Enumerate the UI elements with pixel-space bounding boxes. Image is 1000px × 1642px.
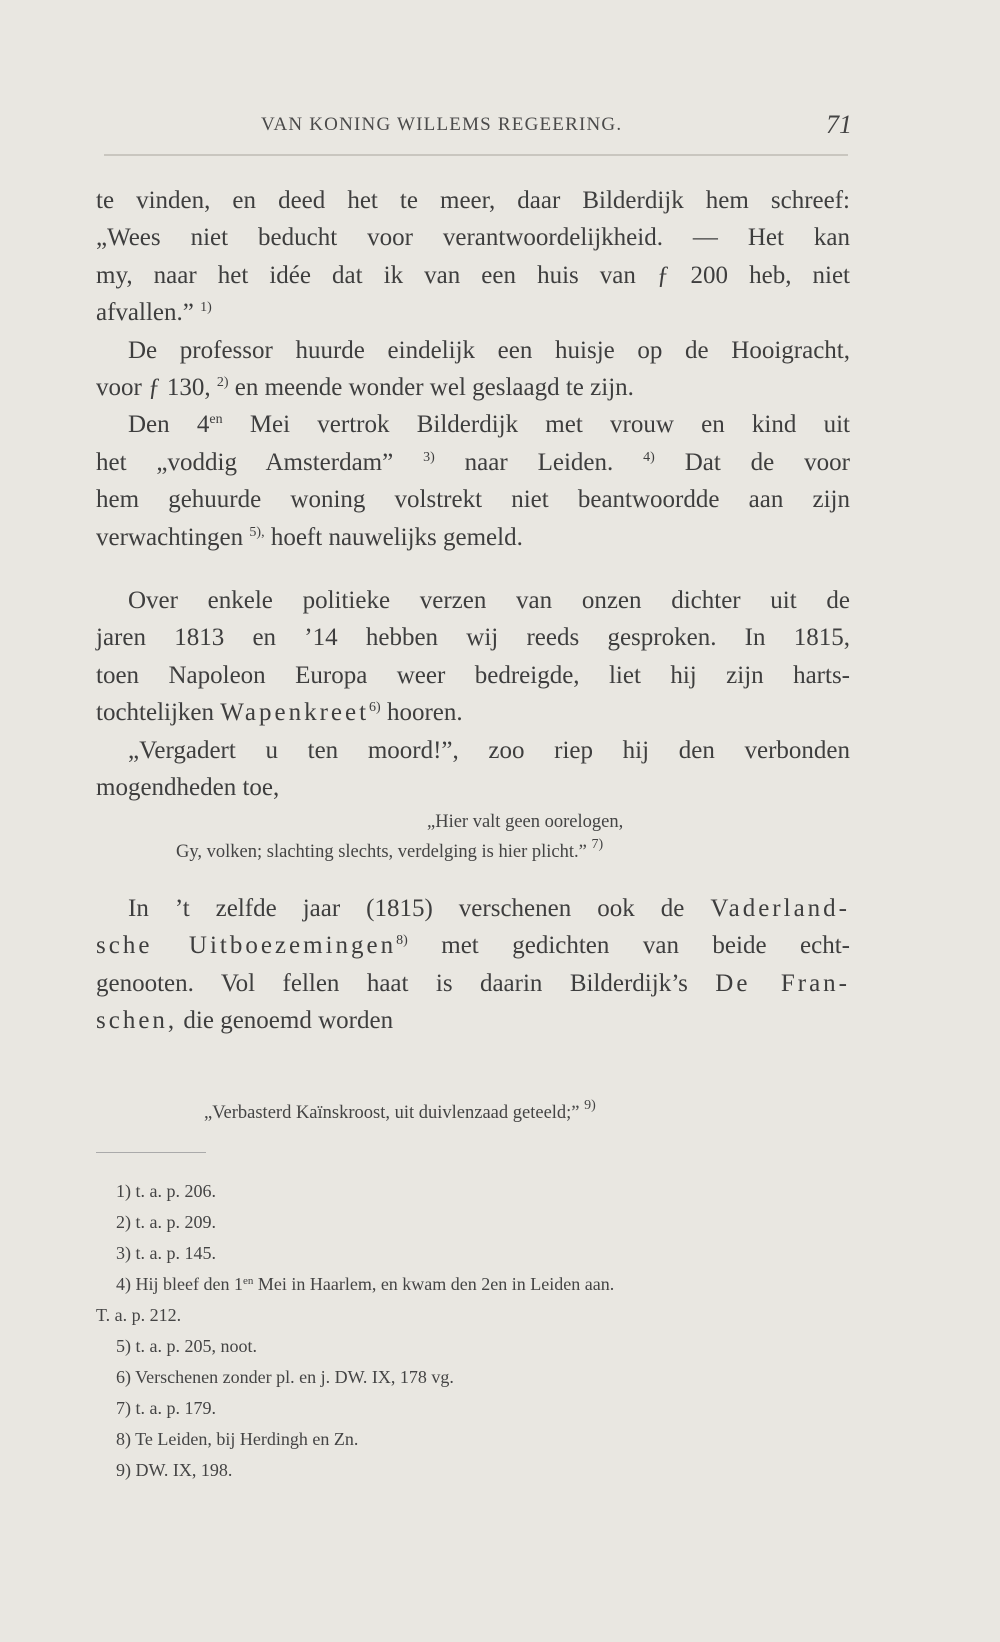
text-segment: hoeft nauwelijks gemeld. xyxy=(270,523,523,551)
footnote-continuation: T. a. p. 212. xyxy=(96,1305,182,1325)
footnote-ref: 6) xyxy=(369,700,381,716)
text-segment: „Verbasterd Kaïnskroost, uit duivlenzaad geteeld;” xyxy=(204,1103,580,1123)
superscript: en xyxy=(242,1275,254,1287)
text-line xyxy=(96,444,850,481)
running-title: VAN KONING WILLEMS REGEERING. xyxy=(261,114,623,135)
verse-quote-line: „Hier valt geen oorelogen, xyxy=(427,812,624,832)
text-segment: die genoemd worden xyxy=(183,1007,394,1035)
text-segment: Mei vertrok Bilderdijk met vrouw en kind uit xyxy=(249,411,850,439)
text-segment: voor ƒ 130, xyxy=(96,374,211,402)
text-line: „Wees niet beducht voor verantwoordelijkheid. — Het kan xyxy=(96,224,850,252)
text-segment: hooren. xyxy=(386,699,463,727)
footnote: 3) t. a. p. 145. xyxy=(116,1243,216,1263)
text-segment: afvallen.” xyxy=(96,299,194,327)
text-line: toen Napoleon Europa weer bedreigde, liet hij zijn harts- xyxy=(96,661,850,689)
spaced-title: Wapenkreet xyxy=(220,699,370,727)
verse-quote-line xyxy=(176,837,604,863)
text-segment: 4) Hij bleef den 1 xyxy=(116,1274,243,1294)
spaced-title: De Fran- xyxy=(715,969,850,997)
page-header xyxy=(96,110,850,150)
text-segment: In ’t zelfde jaar (1815) verschenen ook de xyxy=(128,895,685,922)
footnote-ref: 8) xyxy=(396,933,408,949)
text-line: my, naar het idée dat ik van een huis van ƒ 200 heb, niet xyxy=(96,261,850,289)
text-segment: het „voddig Amsterdam” xyxy=(96,448,394,476)
text-segment: tochtelijken xyxy=(96,699,215,727)
footnote: 9) DW. IX, 198. xyxy=(116,1460,233,1480)
footnote-ref: 3) xyxy=(423,449,435,465)
spaced-title: sche Uitboezemingen xyxy=(96,932,397,960)
text-segment: Mei in Haarlem, en kwam den 2en in Leiden aan. xyxy=(257,1274,615,1294)
footnote-ref: 2) xyxy=(216,375,229,391)
text-line: te vinden, en deed het te meer, daar Bilderdijk hem schreef: xyxy=(96,187,850,214)
footnote-ref: 7) xyxy=(591,837,604,852)
paragraph xyxy=(96,582,850,732)
paragraph xyxy=(96,332,850,407)
text-line: Over enkele politieke verzen van onzen dichter uit de xyxy=(128,587,850,614)
text-line xyxy=(96,294,850,331)
footnotes xyxy=(96,1176,850,1486)
text-line xyxy=(96,927,850,964)
text-line xyxy=(96,406,850,443)
footnote: 7) t. a. p. 179. xyxy=(116,1398,216,1418)
body-text-top xyxy=(96,182,850,556)
text-line xyxy=(96,890,850,927)
footnote: 2) t. a. p. 209. xyxy=(116,1212,216,1232)
text-segment: en meende wonder wel geslaagd te zijn. xyxy=(234,374,634,402)
text-segment: Gy, volken; slachting slechts, verdelging is hier plicht.” xyxy=(176,842,587,862)
text-segment: genooten. Vol fellen haat is daarin Bilderdijk’s xyxy=(96,969,688,997)
spaced-title: Vaderland- xyxy=(710,895,850,922)
footnote-ref: 1) xyxy=(200,300,212,316)
paragraph xyxy=(96,732,850,807)
text-line: hem gehuurde woning volstrekt niet beantwoordde aan zijn xyxy=(96,486,850,514)
text-segment: verwachtingen xyxy=(96,523,244,551)
text-segment: met gedichten van beide echt- xyxy=(441,932,850,960)
text-line: jaren 1813 en ’14 hebben wij reeds gesproken. In 1815, xyxy=(96,624,850,652)
text-segment: naar Leiden. xyxy=(464,448,614,476)
text-line xyxy=(96,519,850,556)
text-line xyxy=(96,965,850,1002)
text-segment: Dat de voor xyxy=(684,448,850,476)
paragraph xyxy=(96,182,850,332)
text-line: „Vergadert u ten moord!”, zoo riep hij den verbonden xyxy=(128,736,850,764)
text-line xyxy=(96,1002,850,1039)
text-line: De professor huurde eindelijk een huisje op de Hooigracht, xyxy=(128,336,850,364)
footnote: 5) t. a. p. 205, noot. xyxy=(116,1336,257,1356)
spaced-title: schen, xyxy=(96,1007,178,1035)
page-number: 71 xyxy=(826,110,852,139)
paragraph xyxy=(96,890,850,1040)
body-text-middle xyxy=(96,582,850,806)
footnote: 6) Verschenen zonder pl. en j. DW. IX, 178 vg. xyxy=(116,1367,454,1387)
footnote-ref: 5), xyxy=(249,524,265,540)
text-line xyxy=(96,694,850,731)
text-segment: Den 4 xyxy=(128,411,210,439)
text-line: mogendheden toe, xyxy=(96,774,280,802)
paragraph xyxy=(96,406,850,556)
footnote-ref: 9) xyxy=(584,1098,596,1113)
text-line xyxy=(96,369,850,406)
verse-quote-line xyxy=(204,1098,596,1124)
footnote-ref: 4) xyxy=(643,449,655,465)
body-text-lower xyxy=(96,890,850,1040)
footnote: 8) Te Leiden, bij Herdingh en Zn. xyxy=(116,1429,359,1449)
footnote-rule xyxy=(96,1152,206,1153)
header-rule xyxy=(104,154,848,156)
superscript: en xyxy=(209,412,223,428)
footnote xyxy=(96,1269,850,1300)
footnote: 1) t. a. p. 206. xyxy=(116,1181,216,1201)
